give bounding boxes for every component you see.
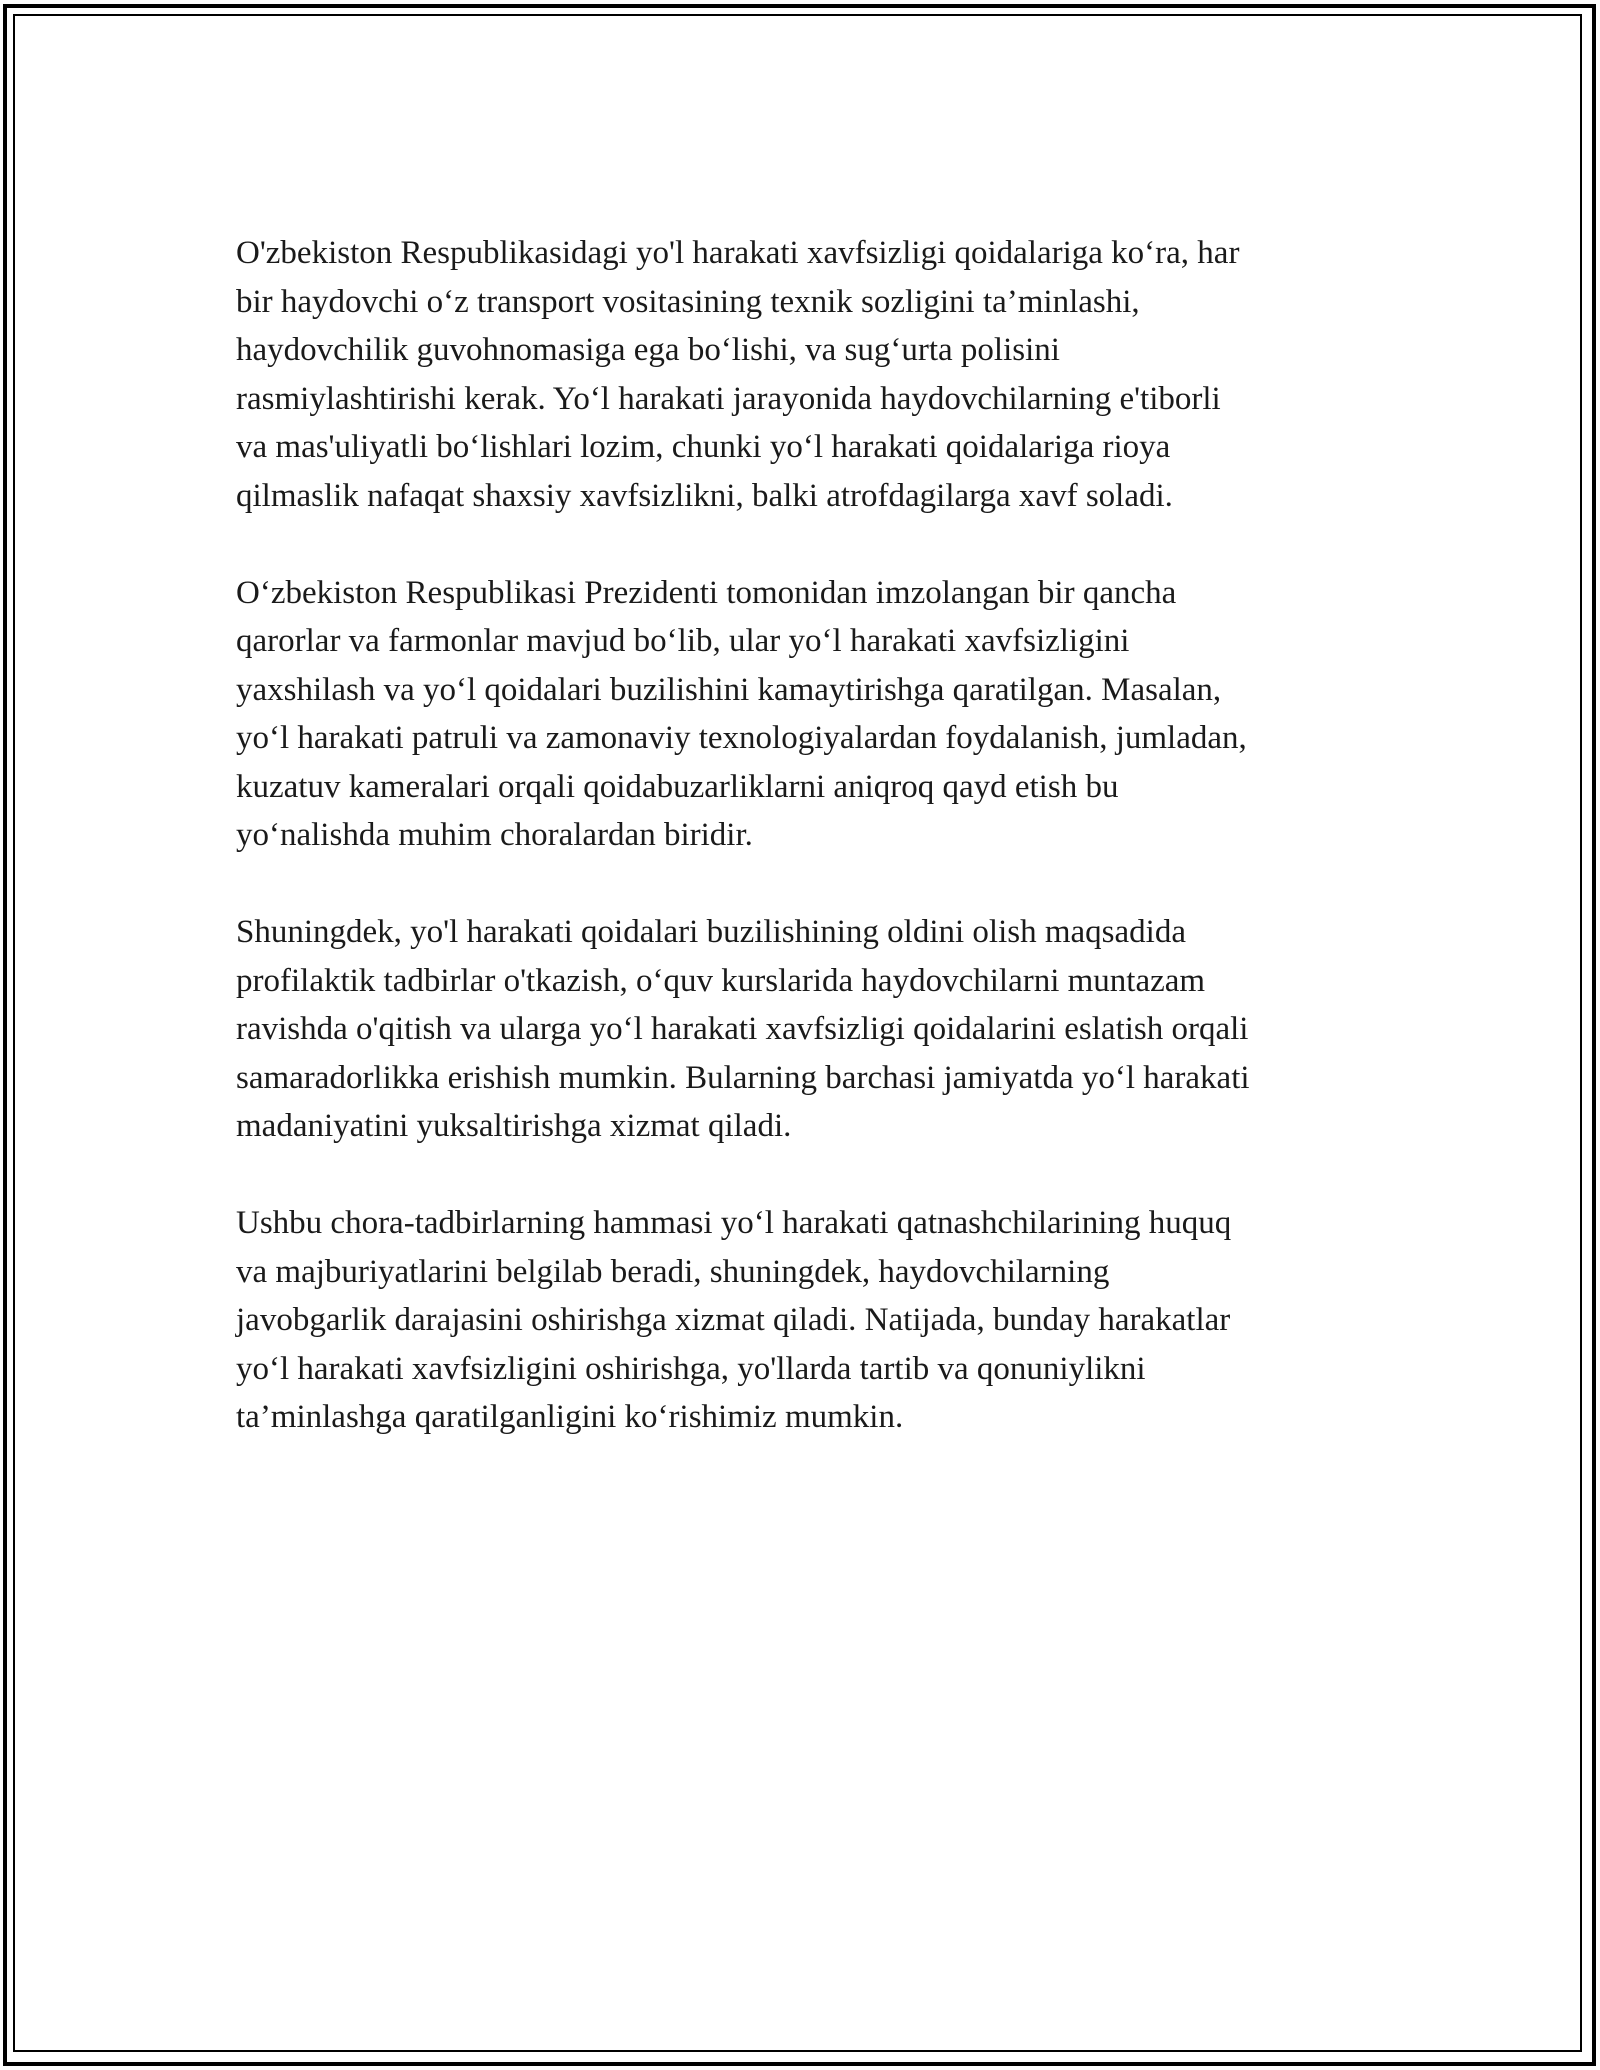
- paragraph: Shuningdek, yo'l harakati qoidalari buzilishining oldini olish maqsadida profilaktik tadbirlar o'tkazish, o‘quv kurslarida haydovchilarni muntazam ravishda o'qitish va ularga yo‘l harakati xavfsizligi qoidalarini eslatish orqali samaradorlikka erishish mumkin. Bularning barchasi jamiyatda yo‘l harakati madaniyatini yuksaltirishga xizmat qiladi.: [236, 914, 1250, 1144]
- paragraph: Ushbu chora-tadbirlarning hammasi yo‘l harakati qatnashchilarining huquq va majburiyatlarini belgilab beradi, shuningdek, haydovchilarning javobgarlik darajasini oshirishga xizmat qiladi. Natijada, bunday harakatlar yo‘l harakati xavfsizligini oshirishga, yo'llarda tartib va qonuniylikni ta’minlashga qaratilganligini ko‘rishimiz mumkin.: [236, 1205, 1232, 1435]
- paragraph: O'zbekiston Respublikasidagi yo'l harakati xavfsizligi qoidalariga ko‘ra, har bir haydovchi o‘z transport vositasining texnik sozligini ta’minlashi, haydovchilik guvohnomasiga ega bo‘lishi, va sug‘urta polisini rasmiylashtirishi kerak. Yo‘l harakati jarayonida haydovchilarning e'tiborli va mas'uliyatli bo‘lishlari lozim, chunki yo‘l harakati qoidalariga rioya qilmaslik nafaqat shaxsiy xavfsizlikni, balki atrofdagilarga xavf soladi.: [236, 235, 1240, 514]
- paragraph: O‘zbekiston Respublikasi Prezidenti tomonidan imzolangan bir qancha qarorlar va farmonlar mavjud bo‘lib, ular yo‘l harakati xavfsizligini yaxshilash va yo‘l qoidalari buzilishini kamaytirishga qaratilgan. Masalan, yo‘l harakati patruli va zamonaviy texnologiyalardan foydalanish, jumladan, kuzatuv kameralari orqali qoidabuzarliklarni aniqroq qayd etish bu yo‘nalishda muhim choralardan biridir.: [236, 574, 1247, 853]
- document-body: [236, 229, 1376, 1490]
